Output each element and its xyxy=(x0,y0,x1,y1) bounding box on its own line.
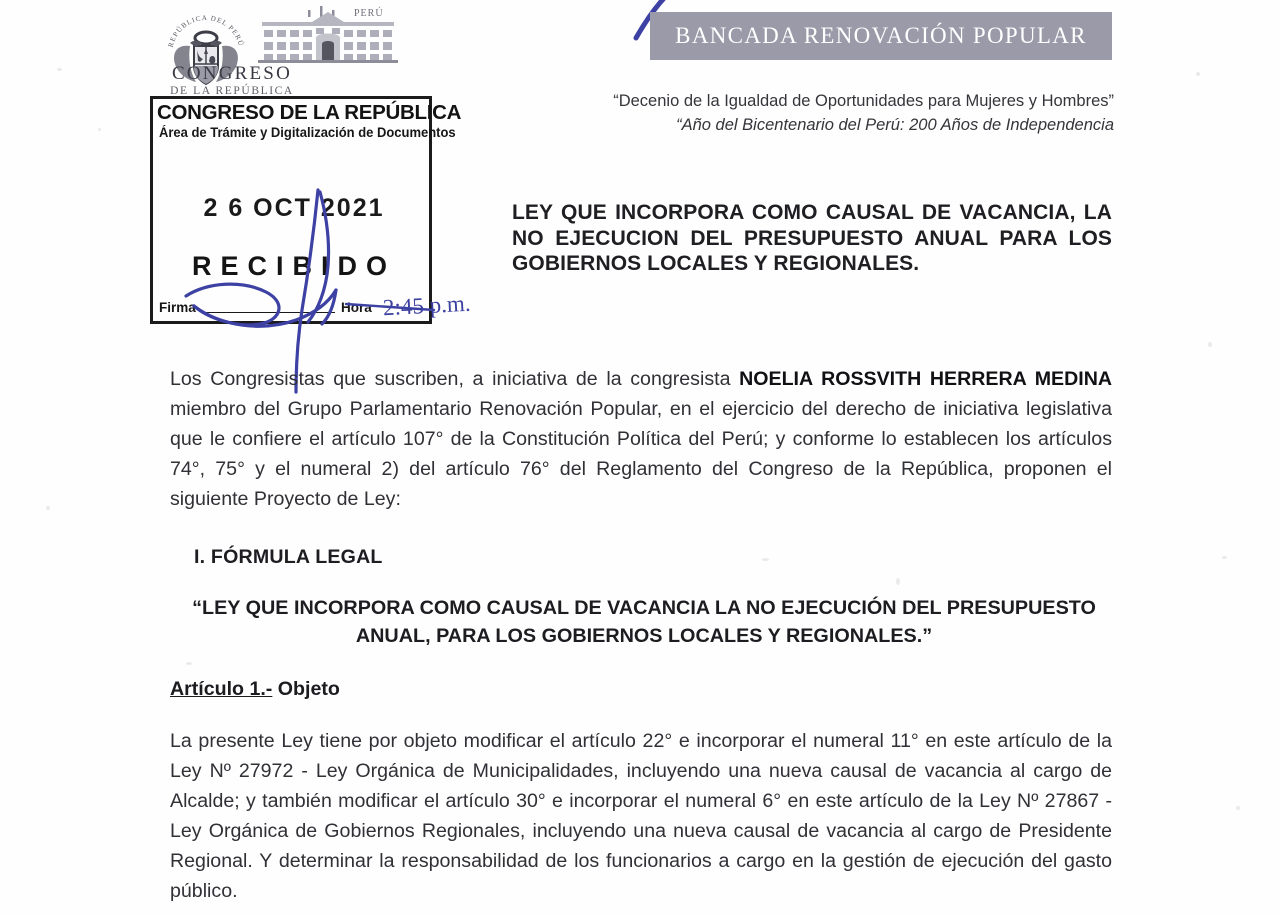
articulo-1-name: Objeto xyxy=(272,678,340,700)
articulo-1-number: Artículo 1.- xyxy=(170,678,273,700)
scan-speckle xyxy=(186,662,192,665)
bancada-banner xyxy=(650,12,1112,60)
scan-speckle xyxy=(57,68,62,71)
scan-speckle xyxy=(1208,342,1212,347)
congresista-name: NOELIA ROSSVITH HERRERA MEDINA xyxy=(739,367,1112,390)
scan-speckle xyxy=(1196,72,1200,76)
stamp-hora-value: 2:45 p.m. xyxy=(382,290,472,321)
stamp-subtitle: Área de Trámite y Digitalización de Documentos xyxy=(159,125,456,140)
stamp-received-label: RECIBIDO xyxy=(191,251,396,281)
stamp-firma-rule xyxy=(203,312,335,313)
articulo-1-body: La presente Ley tiene por objeto modificar el artículo 22° e incorporar el numeral 11° en este artículo de la Ley Nº 27972 - Ley Orgánica de Municipalidades, incluyendo una nueva causal de vacancia al cargo de Alcalde; y también modificar el artículo 30° e incorporar el numeral 6° en este artículo de la Ley Nº 27867 - Ley Orgánica de Gobiernos Regionales, incluyendo una nueva causal de vacancia al cargo de Presidente Regional. Y determinar la responsabilidad de los funcionarios a cargo en la gestión de ejecución del gasto público. xyxy=(170,729,1112,902)
intro-part-2: miembro del Grupo Parlamentario Renovación Popular, en el ejercicio del derecho de iniciativa legislativa que le confiere el artículo 107° de la Constitución Política del Perú; y conforme lo establecen los artículos 74°, 75° y el numeral 2) del artículo 76° del Reglamento del Congreso de la República, proponen el siguiente Proyecto de Ley: xyxy=(170,397,1112,510)
motto-line-1: “Decenio de la Igualdad de Oportunidades para Mujeres y Hombres” xyxy=(613,92,1114,110)
scan-speckle xyxy=(1236,806,1240,810)
bancada-banner-label: BANCADA RENOVACIÓN POPULAR xyxy=(675,23,1087,48)
stamp-footer xyxy=(159,290,472,321)
scan-speckle xyxy=(896,578,900,585)
formula-legal-quote: “LEY QUE INCORPORA COMO CAUSAL DE VACANCIA LA NO EJECUCIÓN DEL PRESUPUESTO ANUAL, PARA LOS GOBIERNOS LOCALES Y REGIONALES.” xyxy=(192,597,1096,647)
scan-speckle xyxy=(1222,556,1227,559)
congress-letterhead xyxy=(160,2,400,106)
scan-speckle xyxy=(46,506,50,510)
stamp-hora-label: Hora xyxy=(341,300,372,315)
stamp-firma-label: Firma xyxy=(159,300,196,315)
scan-speckle xyxy=(762,558,769,561)
intro-paragraph xyxy=(170,364,1112,514)
svg-text:REPÚBLICA DEL PERÚ: REPÚBLICA DEL PERÚ xyxy=(166,13,246,49)
congress-logo-line-2: DE LA REPÚBLICA xyxy=(170,85,294,97)
motto-line-2: “Año del Bicentenario del Perú: 200 Años de Independencia xyxy=(676,116,1114,134)
intro-part-1: Los Congresistas que suscriben, a iniciativa de la congresista xyxy=(170,367,740,390)
section-heading-formula-legal: I. FÓRMULA LEGAL xyxy=(194,546,383,568)
law-title: LEY QUE INCORPORA COMO CAUSAL DE VACANCIA, LA NO EJECUCION DEL PRESUPUESTO ANUAL PARA LOS GOBIERNOS LOCALES Y REGIONALES. xyxy=(512,201,1112,275)
congress-logo-line-1: CONGRESO xyxy=(171,63,292,84)
stamp-title: CONGRESO DE LA REPÚBLICA xyxy=(157,101,462,124)
svg-text:PERÚ: PERÚ xyxy=(354,8,384,19)
articulo-1-heading xyxy=(170,678,340,701)
stamp-date: 2 6 OCT 2021 xyxy=(203,194,385,222)
